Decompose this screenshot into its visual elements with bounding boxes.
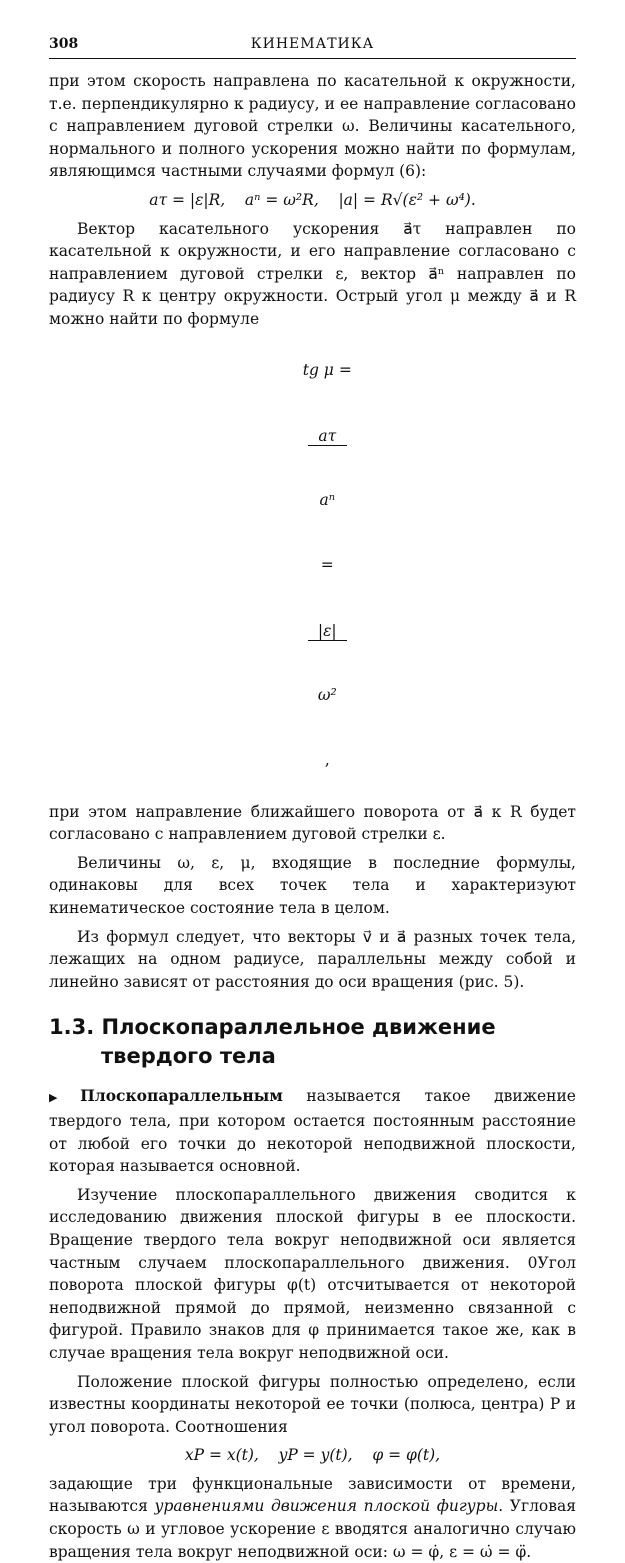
formula-lhs: tg μ = (302, 361, 352, 380)
fraction-denominator: ω² (317, 686, 337, 705)
paragraph: Вектор касательного ускорения a⃗τ направлен по касательной к окружности, и его направление согласовано с направлением дуговой стрелки ε, вектор a⃗ⁿ направлен по радиусу R к центру окружности. Острый угол μ между a⃗ и R можно найти по формуле (49, 219, 576, 328)
page-header (49, 36, 576, 59)
equals-sign: = (320, 556, 334, 575)
emphasis-term: уравнениями движения плоской фигуры (154, 1497, 499, 1516)
paragraph (49, 1473, 576, 1563)
fraction (308, 577, 347, 750)
paragraph-text: задающие три функциональные зависимости от времени, называются (49, 1474, 576, 1516)
paragraph: Величины ω, ε, μ, входящие в последние формулы, одинаковы для всех точек тела и характеризуют кинематическое состояние тела в целом. (49, 853, 576, 917)
page-number: 308 (49, 36, 79, 52)
running-title: КИНЕМАТИКА (250, 36, 375, 52)
fraction-numerator: |ε| (308, 622, 347, 641)
paragraph: Изучение плоскопараллельного движения сводится к исследованию движения плоской фигуры в ее плоскости. Вращение твердого тела вокруг неподвижной оси является частным случаем плоскопараллельного движения. 0Угол поворота плоской фигуры φ(t) отсчитывается от некоторой неподвижной прямой до прямой, неизменно связанной с фигурой. Правило знаков для φ принимается такое же, как в случае вращения тела вокруг неподвижной оси. (49, 1185, 576, 1362)
paragraph: при этом скорость направлена по касательной к окружности, т.е. перпендикулярно к радиусу, и ее направление согласовано с направлением дуговой стрелки ω. Величины касательного, нормального и полного ускорения можно найти по формулам, являющимся частными случаями формул (6): (49, 72, 576, 181)
formula-accelerations: aτ = |ε|R, aⁿ = ω²R, |a| = R√(ε² + ω⁴). (149, 190, 476, 209)
formula-tan-mu (49, 337, 576, 795)
comma: , (324, 751, 330, 770)
section-heading: 1.3. Плоскопараллельное движение твердого тела (49, 1015, 496, 1069)
page-body (49, 70, 576, 1563)
paragraph: при этом направление ближайшего поворота от a⃗ к R будет согласовано с направлением дуговой стрелки ε. (49, 802, 576, 844)
fraction (308, 382, 347, 555)
triangle-marker-icon: ▶ (49, 1091, 77, 1105)
fraction-denominator: aⁿ (319, 491, 336, 510)
fraction-numerator: aτ (308, 427, 347, 446)
formula-motion-equations: xP = x(t), yP = y(t), φ = φ(t), (184, 1446, 441, 1465)
definition-term: Плоскопараллельным (80, 1086, 283, 1106)
paragraph: Из формул следует, что векторы v⃗ и a⃗ разных точек тела, лежащих на одном радиусе, параллельны между собой и линейно зависят от расстояния до оси вращения (рис. 5). (49, 927, 576, 991)
definition-text: называется такое движение твердого тела, при котором остается постоянным расстояние от любой его точки до некоторой неподвижной плоскости, которая называется основной. (49, 1087, 576, 1176)
paragraph-text: . Угловая скорость ω и угловое ускорение ε вводятся аналогично случаю вращения тела вокруг неподвижной оси: ω = φ̇, ε = ω̇ = φ̈. (49, 1497, 576, 1561)
definition-paragraph (49, 1085, 576, 1177)
paragraph: Положение плоской фигуры полностью определено, если известны координаты некоторой ее точки (полюса, центра) P и угол поворота. Соотношения (49, 1372, 576, 1436)
